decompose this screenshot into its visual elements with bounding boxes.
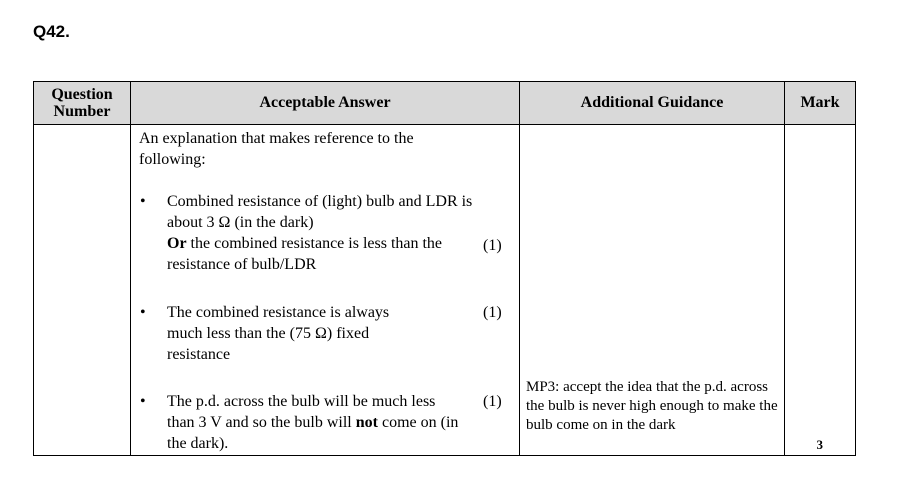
bullet-icon: • bbox=[140, 393, 146, 410]
bullet-icon: • bbox=[140, 304, 146, 321]
point-2-mark: (1) bbox=[483, 304, 502, 321]
point-1-mark: (1) bbox=[483, 237, 502, 254]
header-additional-guidance: Additional Guidance bbox=[520, 82, 785, 125]
answer-intro: An explanation that makes reference to the following: bbox=[139, 130, 414, 168]
point-1-line1: Combined resistance of (light) bulb and LDR is about 3 Ω (in the dark) bbox=[167, 193, 473, 231]
acceptable-answer-cell bbox=[131, 125, 520, 456]
header-question-number: Question Number bbox=[34, 82, 131, 125]
point-3-bold-not: not bbox=[355, 414, 378, 431]
header-mark: Mark bbox=[785, 82, 856, 125]
point-1-or: Or bbox=[167, 235, 187, 252]
header-acceptable-answer: Acceptable Answer bbox=[131, 82, 520, 125]
point-3-text-after: come on (in the dark). bbox=[167, 414, 459, 452]
total-mark: 3 bbox=[816, 437, 823, 452]
answer-row bbox=[34, 125, 856, 456]
additional-guidance-cell bbox=[520, 125, 785, 456]
point-3-text-before: The p.d. across the bulb will be much less than 3 V and so the bulb will bbox=[167, 393, 436, 431]
header-row bbox=[34, 82, 856, 125]
guidance-text: MP3: accept the idea that the p.d. across the bulb is never high enough to make the bulb come on in the dark bbox=[526, 379, 778, 433]
question-label: Q42. bbox=[33, 22, 70, 41]
point-3-mark: (1) bbox=[483, 393, 502, 410]
bullet-icon: • bbox=[140, 193, 146, 210]
point-2-text: The combined resistance is always much less than the (75 Ω) fixed resistance bbox=[167, 304, 390, 363]
question-number-cell bbox=[34, 125, 131, 456]
mark-scheme-table bbox=[33, 81, 856, 456]
point-1-line2: the combined resistance is less than the resistance of bulb/LDR bbox=[167, 235, 443, 273]
mark-cell bbox=[785, 125, 856, 456]
